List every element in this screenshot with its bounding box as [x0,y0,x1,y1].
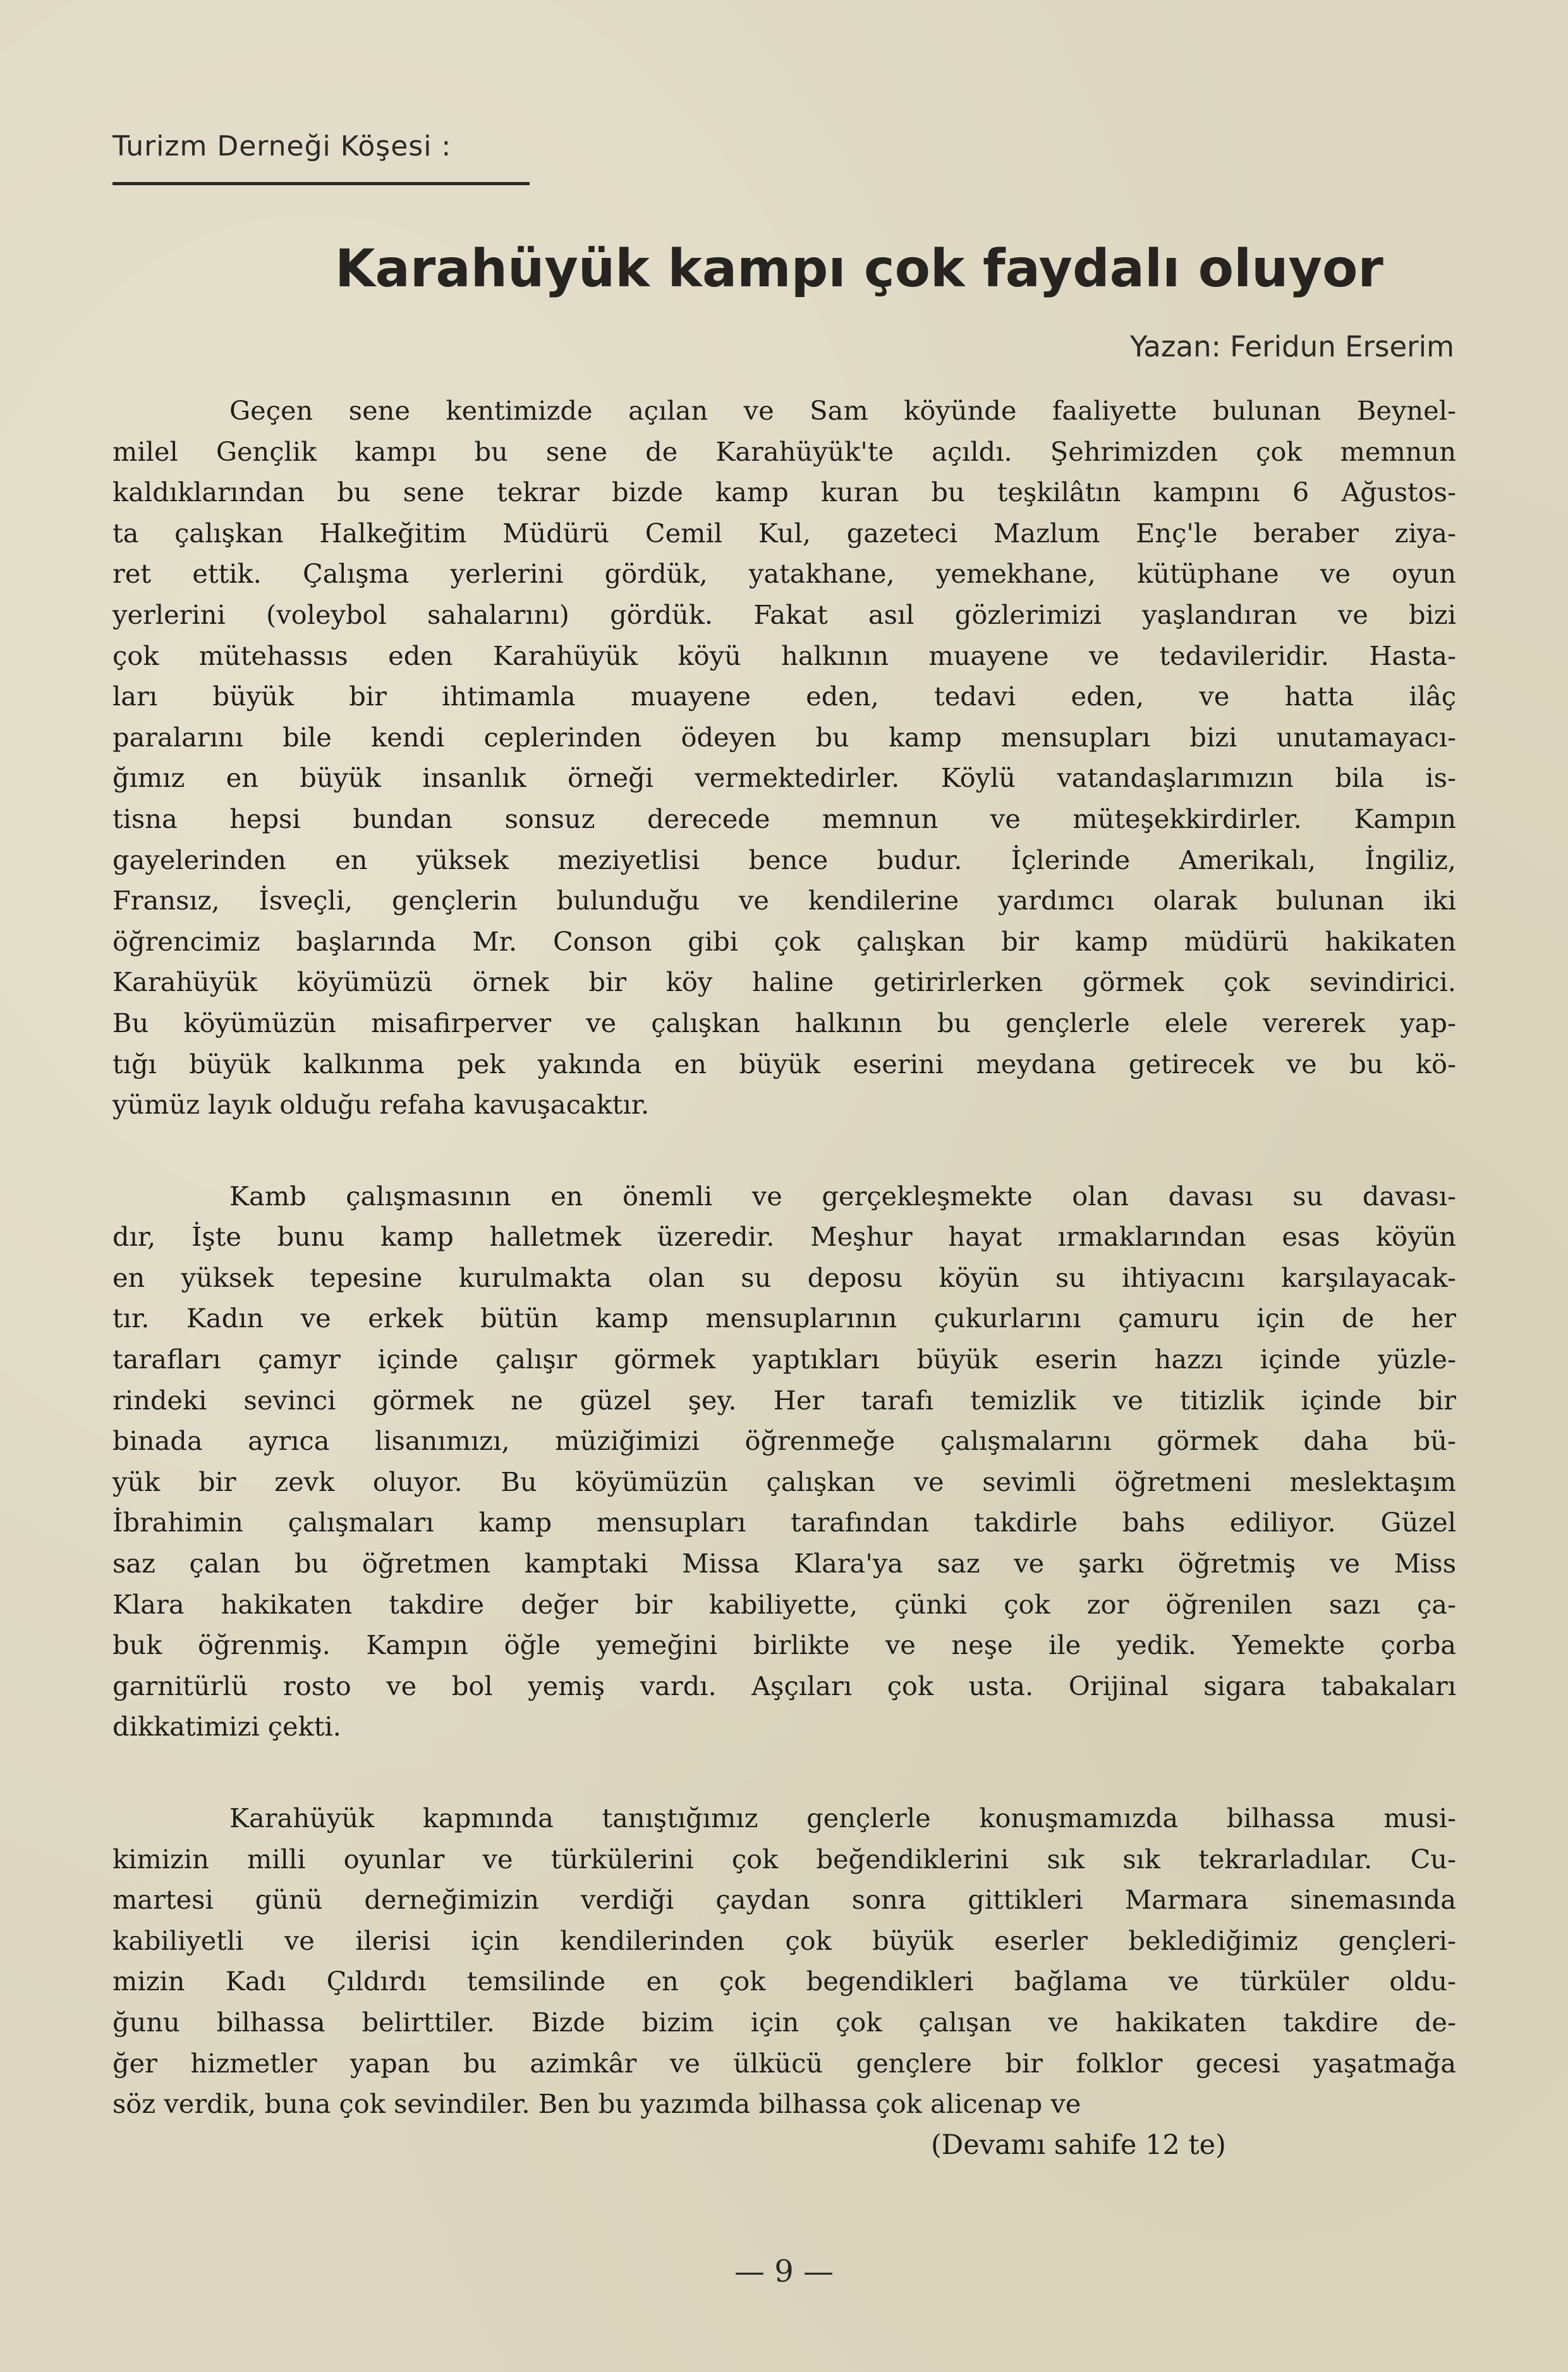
page-number: — 9 — [734,2254,834,2289]
text-line: tisna hepsi bundan sonsuz derecede memnun ve müteşekkirdirler. Kampın [112,803,1456,834]
text-line: Fransız, İsveçli, gençlerin bulunduğu ve kendilerine yardımcı olarak bulunan iki [112,885,1456,916]
text-line: en yüksek tepesine kurulmakta olan su deposu köyün su ihtiyacını karşılayacak- [112,1262,1456,1293]
text-line: ret ettik. Çalışma yerlerini gördük, yatakhane, yemekhane, kütüphane ve oyun [112,558,1456,590]
text-line: Geçen sene kentimizde açılan ve Sam köyünde faaliyette bulunan Beynel- [229,395,1456,426]
article-paragraph-2 [112,1176,1456,1748]
text-line: ğımız en büyük insanlık örneği vermektedirler. Köylü vatandaşlarımızın bila is- [112,762,1456,794]
text-line: İbrahimin çalışmaları kamp mensupları tarafından takdirle bahs ediliyor. Güzel [112,1507,1456,1538]
text-line: ta çalışkan Halkeğitim Müdürü Cemil Kul, gazeteci Mazlum Enç'le beraber ziya- [112,517,1456,549]
text-line: çok mütehassıs eden Karahüyük köyü halkının muayene ve tedavileridir. Hasta- [112,640,1456,671]
column-tag-underline [112,182,530,185]
text-line: Karahüyük köyümüzü örnek bir köy haline getirirlerken görmek çok sevindirici. [112,966,1456,998]
text-line: ları büyük bir ihtimamla muayene eden, tedavi eden, ve hatta ilâç [112,681,1456,712]
text-line: rindeki sevinci görmek ne güzel şey. Her tarafı temizlik ve titizlik içinde bir [112,1384,1456,1416]
text-line: yerlerini (voleybol sahalarını) gördük. Fakat asıl gözlerimizi yaşlandıran ve bizi [112,599,1456,630]
text-line: öğrencimiz başlarında Mr. Conson gibi çok çalışkan bir kamp müdürü hakikaten [112,925,1456,957]
text-line: tarafları çamyr içinde çalışır görmek yaptıkları büyük eserin hazzı içinde yüzle- [112,1344,1456,1375]
text-line: Karahüyük kapmında tanıştığımız gençlerle konuşmamızda bilhassa musi- [229,1803,1456,1834]
continued-note: (Devamı sahife 12 te) [931,2129,1226,2161]
text-line: Klara hakikaten takdire değer bir kabiliyette, çünki çok zor öğrenilen sazı ça- [112,1588,1456,1620]
text-line: paralarını bile kendi ceplerinden ödeyen bu kamp mensupları bizi unutamayacı- [112,721,1456,753]
text-line: yümüz layık olduğu refaha kavuşacaktır. [112,1089,650,1121]
text-line: Kamb çalışmasının en önemli ve gerçekleşmekte olan davası su davası- [229,1180,1456,1212]
text-line: buk öğrenmiş. Kampın öğle yemeğini birlikte ve neşe ile yedik. Yemekte çorba [112,1629,1456,1661]
text-line: ğer hizmetler yapan bu azimkâr ve ülkücü gençlere bir folklor gecesi yaşatmağa [112,2047,1456,2079]
article-body [112,391,1456,2165]
text-line: tır. Kadın ve erkek bütün kamp mensuplarının çukurlarını çamuru için de her [112,1303,1456,1334]
text-line: tığı büyük kalkınma pek yakında en büyük eserini meydana getirecek ve bu kö- [112,1048,1456,1080]
text-line: garnitürlü rosto ve bol yemiş vardı. Aşçıları çok usta. Orijinal sigara tabakaları [112,1670,1456,1701]
text-line: söz verdik, buna çok sevindiler. Ben bu yazımda bilhassa çok alicenap ve [112,2088,1081,2120]
article-headline: Karahüyük kampı çok faydalı oluyor [335,239,1383,299]
text-line: saz çalan bu öğretmen kamptaki Missa Klara'ya saz ve şarkı öğretmiş ve Miss [112,1548,1456,1579]
article-byline: Yazan: Feridun Erserim [1130,330,1454,363]
text-line: milel Gençlik kampı bu sene de Karahüyük'te açıldı. Şehrimizden çok memnun [112,435,1456,467]
text-line: ğunu bilhassa belirttiler. Bizde bizim için çok çalışan ve hakikaten takdire de- [112,2006,1456,2038]
column-tag: Turizm Derneği Köşesi : [112,130,452,162]
text-line: Bu köyümüzün misafirperver ve çalışkan halkının bu gençlerle elele vererek yap- [112,1007,1456,1038]
text-line: dikkatimizi çekti. [112,1711,341,1743]
text-line: yük bir zevk oluyor. Bu köyümüzün çalışkan ve sevimli öğretmeni meslektaşım [112,1466,1456,1497]
article-paragraph-3 [112,1798,1456,2125]
text-line: dır, İşte bunu kamp halletmek üzeredir. Meşhur hayat ırmaklarından esas köyün [112,1221,1456,1253]
text-line: mizin Kadı Çıldırdı temsilinde en çok begendikleri bağlama ve türküler oldu- [112,1966,1456,1997]
text-line: gayelerinden en yüksek meziyetlisi bence budur. İçlerinde Amerikalı, İngiliz, [112,844,1456,875]
text-line: kaldıklarından bu sene tekrar bizde kamp kuran bu teşkilâtın kampını 6 Ağustos- [112,477,1456,508]
article-paragraph-1 [112,391,1456,1126]
text-line: kabiliyetli ve ilerisi için kendilerinden çok büyük eserler beklediğimiz gençleri- [112,1925,1456,1956]
text-line: kimizin milli oyunlar ve türkülerini çok beğendiklerini sık sık tekrarladılar. Cu- [112,1843,1456,1875]
text-line: martesi günü derneğimizin verdiği çaydan sonra gittikleri Marmara sinemasında [112,1884,1456,1916]
text-line: binada ayrıca lisanımızı, müziğimizi öğrenmeğe çalışmalarını görmek daha bü- [112,1425,1456,1457]
